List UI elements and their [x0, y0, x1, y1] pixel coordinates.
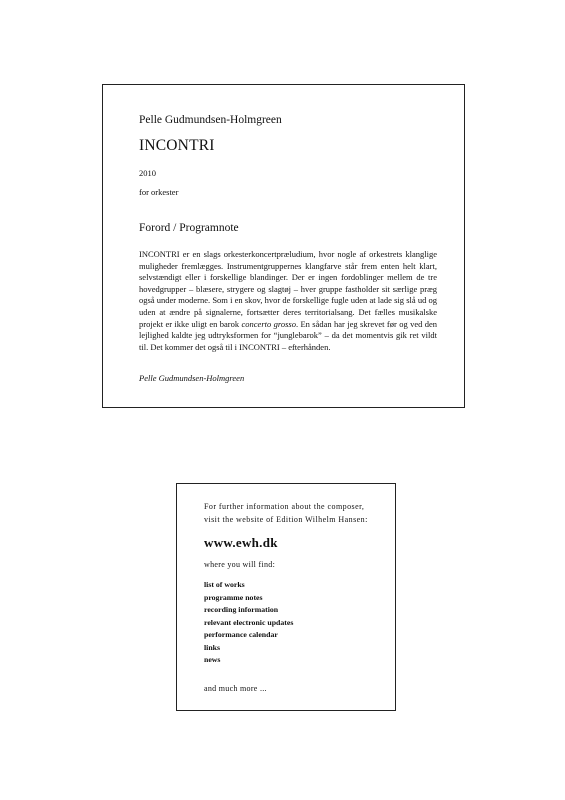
list-item: relevant electronic updates — [204, 617, 294, 627]
closing-text: and much more ... — [204, 684, 267, 693]
work-scoring: for orkester — [139, 187, 179, 197]
programme-note-part-2: . En sådan har jeg skrevet før og ved den lejlighed kaldte jeg udtryksformen for “junglebarok” – da det momentvis gik ret vildt til. Det kommer det også til i INCONTRI – efterhånden. — [139, 318, 437, 352]
programme-note-text — [139, 249, 437, 353]
work-year: 2010 — [139, 168, 156, 178]
list-item: programme notes — [204, 592, 263, 602]
find-label: where you will find: — [204, 560, 276, 569]
info-intro — [204, 501, 368, 526]
programme-note-part-1: INCONTRI er en slags orkesterkoncertpræludium, hvor nogle af orkestrets klanglige muligheder fremlægges. Instrumentgruppernes klangfarve står frem enten helt klart, selvstændigt eller i forskellige blandinger. Der er ingen fordoblinger mellem de tre hovedgrupper – blæsere, strygere og slagtøj – hver gruppe fastholder sit særlige præg også under moderne. Som i en skov, hvor de forskellige fugle uden at lade sig slå ud og uden at ændre på signalerne, fortsætter deres territorialsang. Det fælles musikalske projekt er ikke uligt en barok — [139, 249, 437, 329]
work-title: INCONTRI — [139, 137, 215, 154]
author-signature: Pelle Gudmundsen-Holmgreen — [139, 373, 245, 383]
list-item: recording information — [204, 605, 279, 614]
website-link[interactable]: www.ewh.dk — [204, 535, 278, 550]
list-item: list of works — [204, 580, 245, 589]
section-heading: Forord / Programnote — [139, 222, 239, 234]
publisher-info-box — [176, 483, 396, 711]
info-intro-line-2: visit the website of Edition Wilhelm Hansen: — [204, 514, 368, 524]
composer-name: Pelle Gudmundsen-Holmgreen — [139, 114, 282, 126]
info-intro-line-1: For further information about the composer, — [204, 502, 365, 511]
list-item: performance calendar — [204, 630, 278, 639]
programme-note-box — [102, 84, 465, 408]
programme-note-italic-term: concerto grosso — [241, 318, 296, 329]
list-item: links — [204, 642, 221, 652]
list-item: news — [204, 655, 221, 664]
resource-list — [204, 579, 293, 667]
